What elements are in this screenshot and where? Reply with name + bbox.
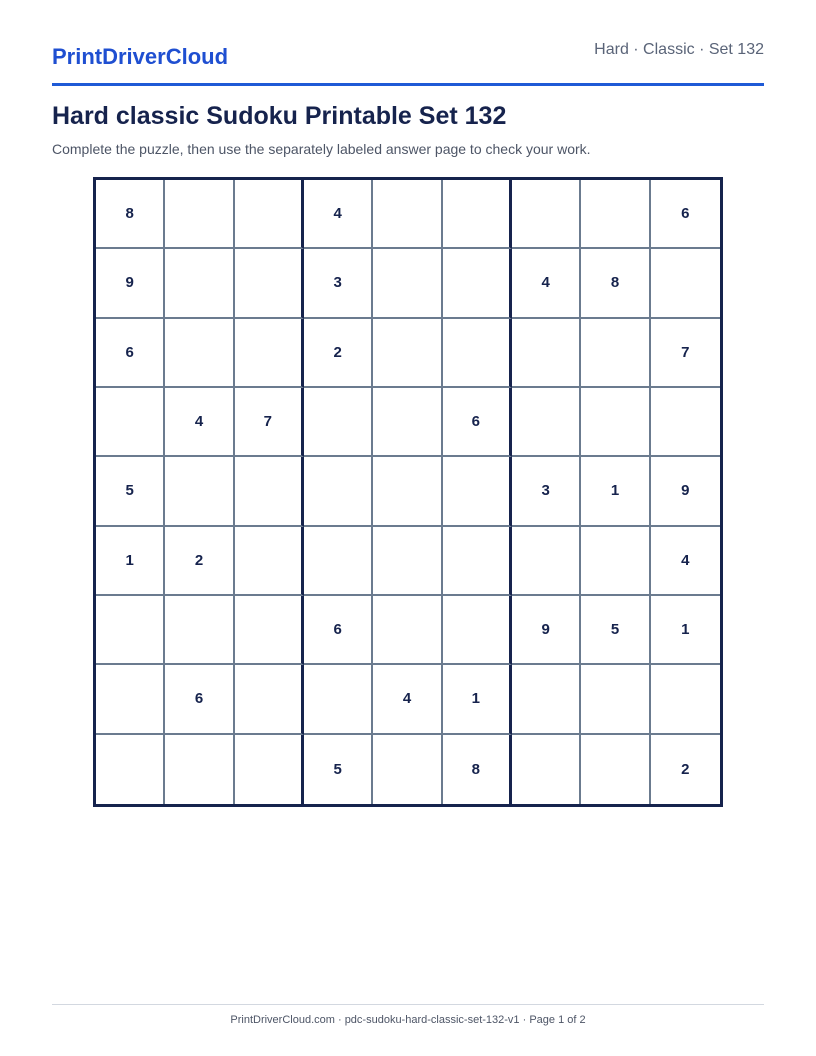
sudoku-cell: 9 <box>512 596 581 665</box>
sudoku-cell <box>96 735 165 804</box>
puzzle-meta: Hard · Classic · Set 132 <box>594 41 764 58</box>
sudoku-cell <box>96 596 165 665</box>
sudoku-cell <box>235 596 304 665</box>
sudoku-cell: 1 <box>581 457 650 526</box>
sudoku-cell <box>304 388 373 457</box>
page-subtitle: Complete the puzzle, then use the separately labeled answer page to check your work. <box>52 141 591 157</box>
sudoku-cell <box>235 527 304 596</box>
sudoku-cell <box>443 319 512 388</box>
sudoku-cell: 3 <box>304 249 373 318</box>
sudoku-cell: 8 <box>443 735 512 804</box>
sudoku-cell: 6 <box>304 596 373 665</box>
sudoku-cell <box>235 249 304 318</box>
sudoku-cell <box>373 735 442 804</box>
brand-logo-text: PrintDriverCloud <box>52 44 229 69</box>
sudoku-cell <box>373 180 442 249</box>
sudoku-cell: 9 <box>96 249 165 318</box>
sudoku-cell <box>373 527 442 596</box>
sudoku-cell: 2 <box>304 319 373 388</box>
sudoku-cell <box>304 457 373 526</box>
sudoku-cell: 6 <box>96 319 165 388</box>
sudoku-cell <box>304 527 373 596</box>
sudoku-cell <box>165 457 234 526</box>
sudoku-cell <box>96 665 165 734</box>
sudoku-cell <box>165 319 234 388</box>
sudoku-cell <box>512 319 581 388</box>
sudoku-grid <box>93 177 723 807</box>
sudoku-cell <box>651 388 720 457</box>
sudoku-cell <box>512 735 581 804</box>
sudoku-cell <box>443 249 512 318</box>
sudoku-cell: 5 <box>96 457 165 526</box>
sudoku-cell <box>235 180 304 249</box>
sudoku-cell <box>373 596 442 665</box>
sudoku-cell <box>373 457 442 526</box>
sudoku-cell: 6 <box>651 180 720 249</box>
sudoku-cell <box>581 180 650 249</box>
sudoku-cell: 9 <box>651 457 720 526</box>
sudoku-cell <box>651 665 720 734</box>
page-title: Hard classic Sudoku Printable Set 132 <box>52 102 507 130</box>
sudoku-cell: 8 <box>96 180 165 249</box>
page-footer: PrintDriverCloud.com · pdc-sudoku-hard-classic-set-132-v1 · Page 1 of 2 <box>230 1014 586 1026</box>
sudoku-cell: 4 <box>512 249 581 318</box>
sudoku-cell: 4 <box>304 180 373 249</box>
sudoku-cell <box>443 457 512 526</box>
sudoku-cell <box>581 388 650 457</box>
sudoku-cell <box>651 249 720 318</box>
footer-divider <box>52 1004 764 1005</box>
sudoku-cell <box>235 457 304 526</box>
sudoku-cell: 2 <box>681 760 690 778</box>
sudoku-cell <box>581 319 650 388</box>
sudoku-cell <box>443 596 512 665</box>
sudoku-cell <box>304 665 373 734</box>
sudoku-cell <box>443 527 512 596</box>
sudoku-cell <box>165 180 234 249</box>
sudoku-cell <box>373 319 442 388</box>
sudoku-cell: 5 <box>304 735 373 804</box>
sudoku-cell <box>581 527 650 596</box>
page-header <box>52 0 764 86</box>
sudoku-cell: 4 <box>373 665 442 734</box>
sudoku-cell <box>235 319 304 388</box>
sudoku-cell: 3 <box>512 457 581 526</box>
sudoku-cell <box>373 249 442 318</box>
sudoku-cell: 1 <box>96 527 165 596</box>
sudoku-cell: 4 <box>165 388 234 457</box>
sudoku-cell <box>235 735 304 804</box>
sudoku-cell: 1 <box>651 596 720 665</box>
sudoku-cell <box>512 527 581 596</box>
sudoku-cell <box>373 388 442 457</box>
sudoku-cell <box>512 180 581 249</box>
sudoku-cell <box>581 735 650 804</box>
sudoku-cell: 7 <box>235 388 304 457</box>
sudoku-cell: 1 <box>443 665 512 734</box>
sudoku-cell <box>165 735 234 804</box>
sudoku-cell <box>581 665 650 734</box>
sudoku-cell <box>235 665 304 734</box>
sudoku-cell <box>165 249 234 318</box>
sudoku-cell: 8 <box>581 249 650 318</box>
sudoku-cell <box>512 388 581 457</box>
sudoku-cell: 7 <box>651 319 720 388</box>
sudoku-cell <box>165 596 234 665</box>
sudoku-cell: 5 <box>581 596 650 665</box>
sudoku-cell <box>443 180 512 249</box>
sudoku-cell: 6 <box>443 388 512 457</box>
sudoku-cell: 6 <box>165 665 234 734</box>
sudoku-cell <box>512 665 581 734</box>
sudoku-cell: 4 <box>651 527 720 596</box>
sudoku-cell: 2 <box>165 527 234 596</box>
sudoku-cell <box>96 388 165 457</box>
